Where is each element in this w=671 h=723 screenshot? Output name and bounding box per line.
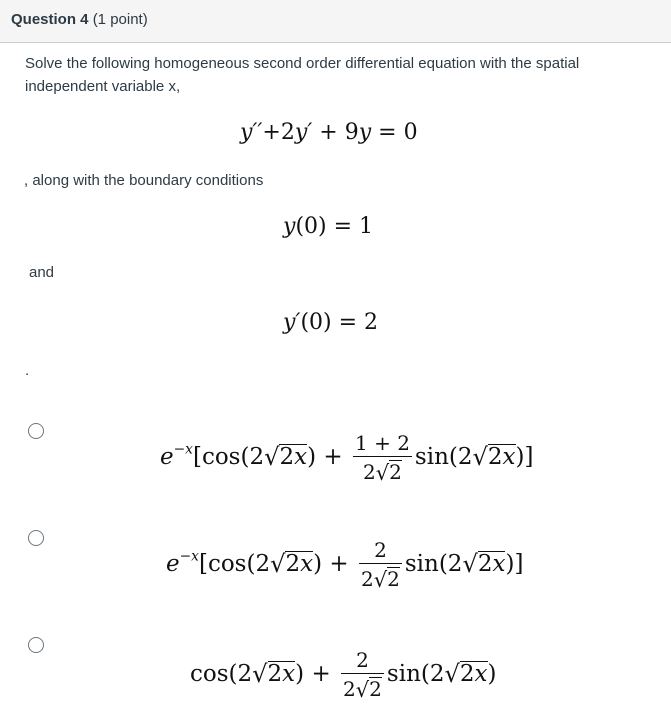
differential-equation xyxy=(240,122,418,144)
trailing-period: . xyxy=(25,362,30,379)
choice-3-radio[interactable] xyxy=(28,637,44,653)
sqrt-icon: √2 xyxy=(375,460,402,485)
boundary-condition-1 xyxy=(283,216,373,238)
question-prompt: Solve the following homogeneous second order differential equation with the spatial independent variable x, xyxy=(25,55,580,95)
choice-3-sin: sin(2 xyxy=(386,661,445,687)
eq-yp: y′ xyxy=(294,120,313,145)
question-points: (1 point) xyxy=(92,11,148,28)
choice-2-expression[interactable]: $e^{-x}[\cos(2√2x)$ + $\frac{2}{2√2}$ sin(2√2x)] xyxy=(166,538,524,592)
eq-plus9: + 9 xyxy=(312,120,359,145)
choice-2-exponent: −x xyxy=(179,548,199,565)
choice-1-cos: cos(2 xyxy=(201,444,265,470)
choice-3-expression[interactable]: cos(2√2x) + $\frac{2}{2√2}$ sin(2√2x) xyxy=(190,648,497,702)
choice-2-radio[interactable] xyxy=(28,530,44,546)
sqrt-icon: √2x xyxy=(264,443,308,471)
question-header xyxy=(0,0,671,43)
choice-1-sin: sin(2 xyxy=(414,444,473,470)
choice-1-numerator: 1 + 2 xyxy=(355,431,410,455)
choice-1-lbracket: [ xyxy=(192,444,202,470)
eq-y: y xyxy=(358,120,372,145)
choice-3-denominator: 2 xyxy=(343,677,356,701)
bc2-rhs: = 2 xyxy=(331,310,379,335)
and-text: and xyxy=(29,264,55,281)
boundary-condition-2 xyxy=(283,312,378,334)
choice-3-cos: cos(2 xyxy=(190,661,253,687)
bc1-rhs: = 1 xyxy=(326,214,374,239)
choice-3-plus: + xyxy=(304,661,339,687)
sqrt-icon: √2x xyxy=(252,660,296,688)
choice-2-sin: sin(2 xyxy=(404,551,463,577)
bc1-arg: (0) xyxy=(295,214,327,239)
choice-1-expression[interactable]: $e^{-x}[\cos(2√2x)$ + $\frac{1 + 2}{2√2}$ sin(2√2x)] xyxy=(160,431,534,485)
choice-2-fraction xyxy=(359,540,402,590)
bc2-lhs: y′ xyxy=(283,310,301,335)
choice-3-fraction xyxy=(341,650,384,700)
sqrt-icon: √2 xyxy=(373,567,400,592)
choice-2-denominator: 2 xyxy=(361,567,374,591)
choice-2-plus: + xyxy=(322,551,356,577)
choice-1-fraction xyxy=(353,433,412,483)
sqrt-icon: √2x xyxy=(462,550,506,578)
sqrt-icon: √2x xyxy=(270,550,314,578)
bc-intro: , along with the boundary conditions xyxy=(24,172,264,189)
choice-2-numerator: 2 xyxy=(374,538,387,562)
choice-1-plus: + xyxy=(316,444,350,470)
choice-1-radio[interactable] xyxy=(28,423,44,439)
choice-2-lbracket: [ xyxy=(198,551,208,577)
choice-1-rbracket: ] xyxy=(524,444,534,470)
bc1-lhs: y xyxy=(283,214,296,239)
choice-1-exponent: −x xyxy=(173,441,193,458)
eq-plus2: +2 xyxy=(262,120,295,145)
bc2-arg: (0) xyxy=(300,310,332,335)
choice-1-denominator: 2 xyxy=(363,460,376,484)
choice-2-e: e xyxy=(166,551,180,577)
sqrt-icon: √2x xyxy=(444,660,488,688)
sqrt-icon: √2x xyxy=(472,443,516,471)
question-title xyxy=(11,11,148,28)
choice-1-e: e xyxy=(160,444,174,470)
eq-zero: = 0 xyxy=(371,120,418,145)
question-number: Question 4 xyxy=(11,11,89,28)
choice-2-cos: cos(2 xyxy=(207,551,271,577)
eq-ypp: y′′ xyxy=(240,120,263,145)
choice-2-rbracket: ] xyxy=(514,551,524,577)
sqrt-icon: √2 xyxy=(355,677,382,702)
choice-3-numerator: 2 xyxy=(356,648,369,672)
